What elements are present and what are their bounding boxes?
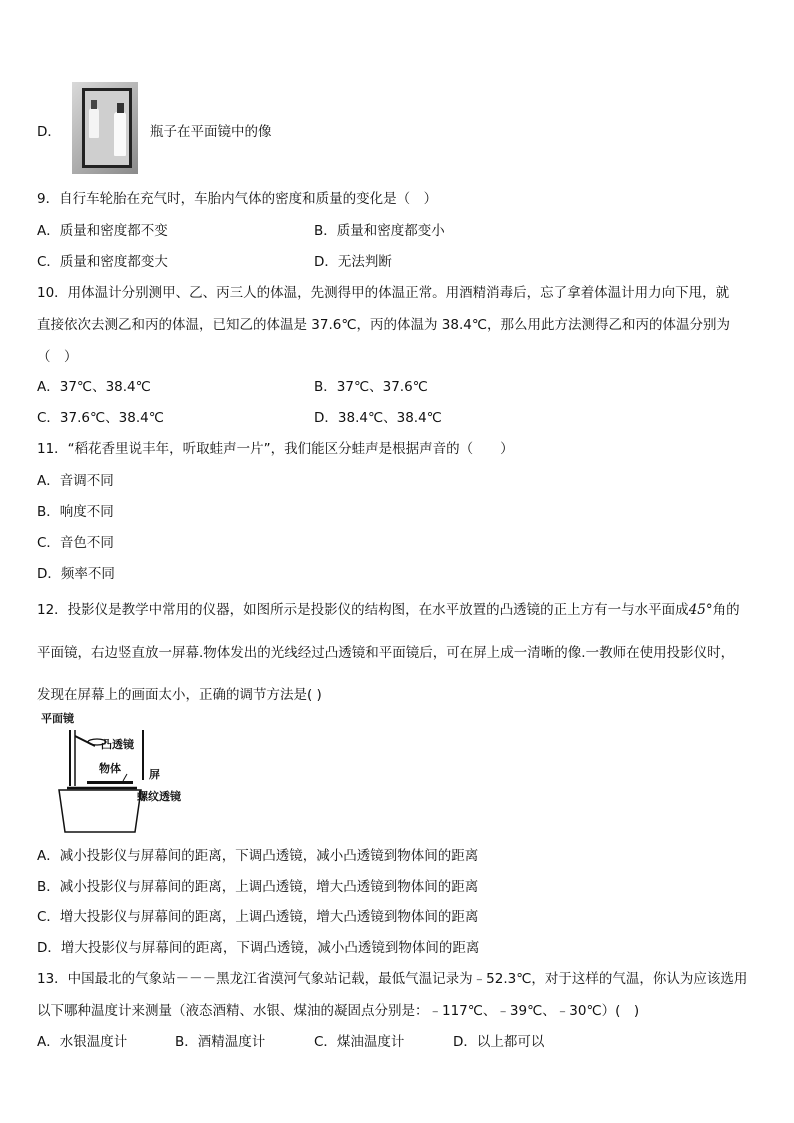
question-9-stem: 9．自行车轮胎在充气时，车胎内气体的密度和质量的变化是（ ） bbox=[37, 191, 438, 207]
object-slab bbox=[87, 781, 133, 784]
question-10-stem-line3: （ ） bbox=[37, 349, 78, 365]
label-fresnel-lens: 螺纹透镜 bbox=[137, 790, 181, 803]
question-11-stem: 11．“稻花香里说丰年，听取蛙声一片”，我们能区分蛙声是根据声音的（ ） bbox=[37, 441, 514, 457]
question-10-option-d: D．38.4℃、38.4℃ bbox=[314, 410, 442, 426]
question-12-stem-line1-b: 角的 bbox=[712, 602, 740, 618]
question-13-option-b: B．酒精温度计 bbox=[175, 1034, 266, 1050]
question-10-option-c: C．37.6℃、38.4℃ bbox=[37, 410, 164, 426]
bottle-mirror-photo bbox=[72, 82, 138, 174]
option-d-text: 瓶子在平面镜中的像 bbox=[150, 124, 272, 140]
question-10-stem-line2: 直接依次去测乙和丙的体温，已知乙的体温是 37.6℃，丙的体温为 38.4℃，那么用此方法测得乙和丙的体温分别为 bbox=[37, 317, 731, 333]
question-9-option-c: C．质量和密度都变大 bbox=[37, 254, 168, 270]
question-12-stem-line3: 发现在屏幕上的画面太小，正确的调节方法是( ) bbox=[37, 687, 322, 703]
question-12-option-d: D．增大投影仪与屏幕间的距离，下调凸透镜，减小凸透镜到物体间的距离 bbox=[37, 940, 480, 956]
question-12-stem-line2: 平面镜，右边竖直放一屏幕.物体发出的光线经过凸透镜和平面镜后，可在屏上成一清晰的像.一教师在使用投影仪时， bbox=[37, 645, 735, 661]
question-11-option-c: C．音色不同 bbox=[37, 535, 114, 551]
question-13-stem-line2: 以下哪种温度计来测量（液态酒精、水银、煤油的凝固点分别是：﹣117℃、﹣39℃、﹣30℃）( ) bbox=[37, 1003, 640, 1019]
question-13-option-a: A．水银温度计 bbox=[37, 1034, 128, 1050]
question-13-option-d: D．以上都可以 bbox=[453, 1034, 545, 1050]
projector-diagram bbox=[37, 708, 197, 838]
label-convex-lens: 凸透镜 bbox=[101, 738, 134, 751]
question-13-option-c: C．煤油温度计 bbox=[314, 1034, 405, 1050]
angle-value: 45° bbox=[688, 602, 713, 618]
question-9-option-a: A．质量和密度都不变 bbox=[37, 223, 168, 239]
question-12-option-b: B．减小投影仪与屏幕间的距离，上调凸透镜，增大凸透镜到物体间的距离 bbox=[37, 879, 479, 895]
question-13-stem-line1: 13．中国最北的气象站－－－黑龙江省漠河气象站记载，最低气温记录为﹣52.3℃，对于这样的气温，你认为应该选用 bbox=[37, 971, 748, 987]
question-11-option-b: B．响度不同 bbox=[37, 504, 114, 520]
label-object: 物体 bbox=[99, 762, 121, 775]
question-12-stem-line1 bbox=[37, 598, 740, 618]
question-11-option-a: A．音调不同 bbox=[37, 473, 114, 489]
question-10-option-b: B．37℃、37.6℃ bbox=[314, 379, 428, 395]
question-11-option-d: D．频率不同 bbox=[37, 566, 115, 582]
question-12-option-c: C．增大投影仪与屏幕间的距离，上调凸透镜，增大凸透镜到物体间的距离 bbox=[37, 909, 479, 925]
label-screen: 屏 bbox=[149, 768, 160, 781]
option-d-label: D． bbox=[37, 124, 61, 140]
question-10-stem-line1: 10．用体温计分别测甲、乙、丙三人的体温，先测得甲的体温正常。用酒精消毒后，忘了拿着体温计用力向下甩，就 bbox=[37, 285, 730, 301]
label-mirror: 平面镜 bbox=[41, 712, 74, 725]
question-9-option-d: D．无法判断 bbox=[314, 254, 392, 270]
question-12-stem-line1-a: 12．投影仪是教学中常用的仪器，如图所示是投影仪的结构图，在水平放置的凸透镜的正上方有一与水平面成 bbox=[37, 602, 689, 618]
question-12-option-a: A．减小投影仪与屏幕间的距离，下调凸透镜，减小凸透镜到物体间的距离 bbox=[37, 848, 479, 864]
question-9-option-b: B．质量和密度都变小 bbox=[314, 223, 445, 239]
question-10-option-a: A．37℃、38.4℃ bbox=[37, 379, 151, 395]
projector-base bbox=[59, 790, 141, 832]
